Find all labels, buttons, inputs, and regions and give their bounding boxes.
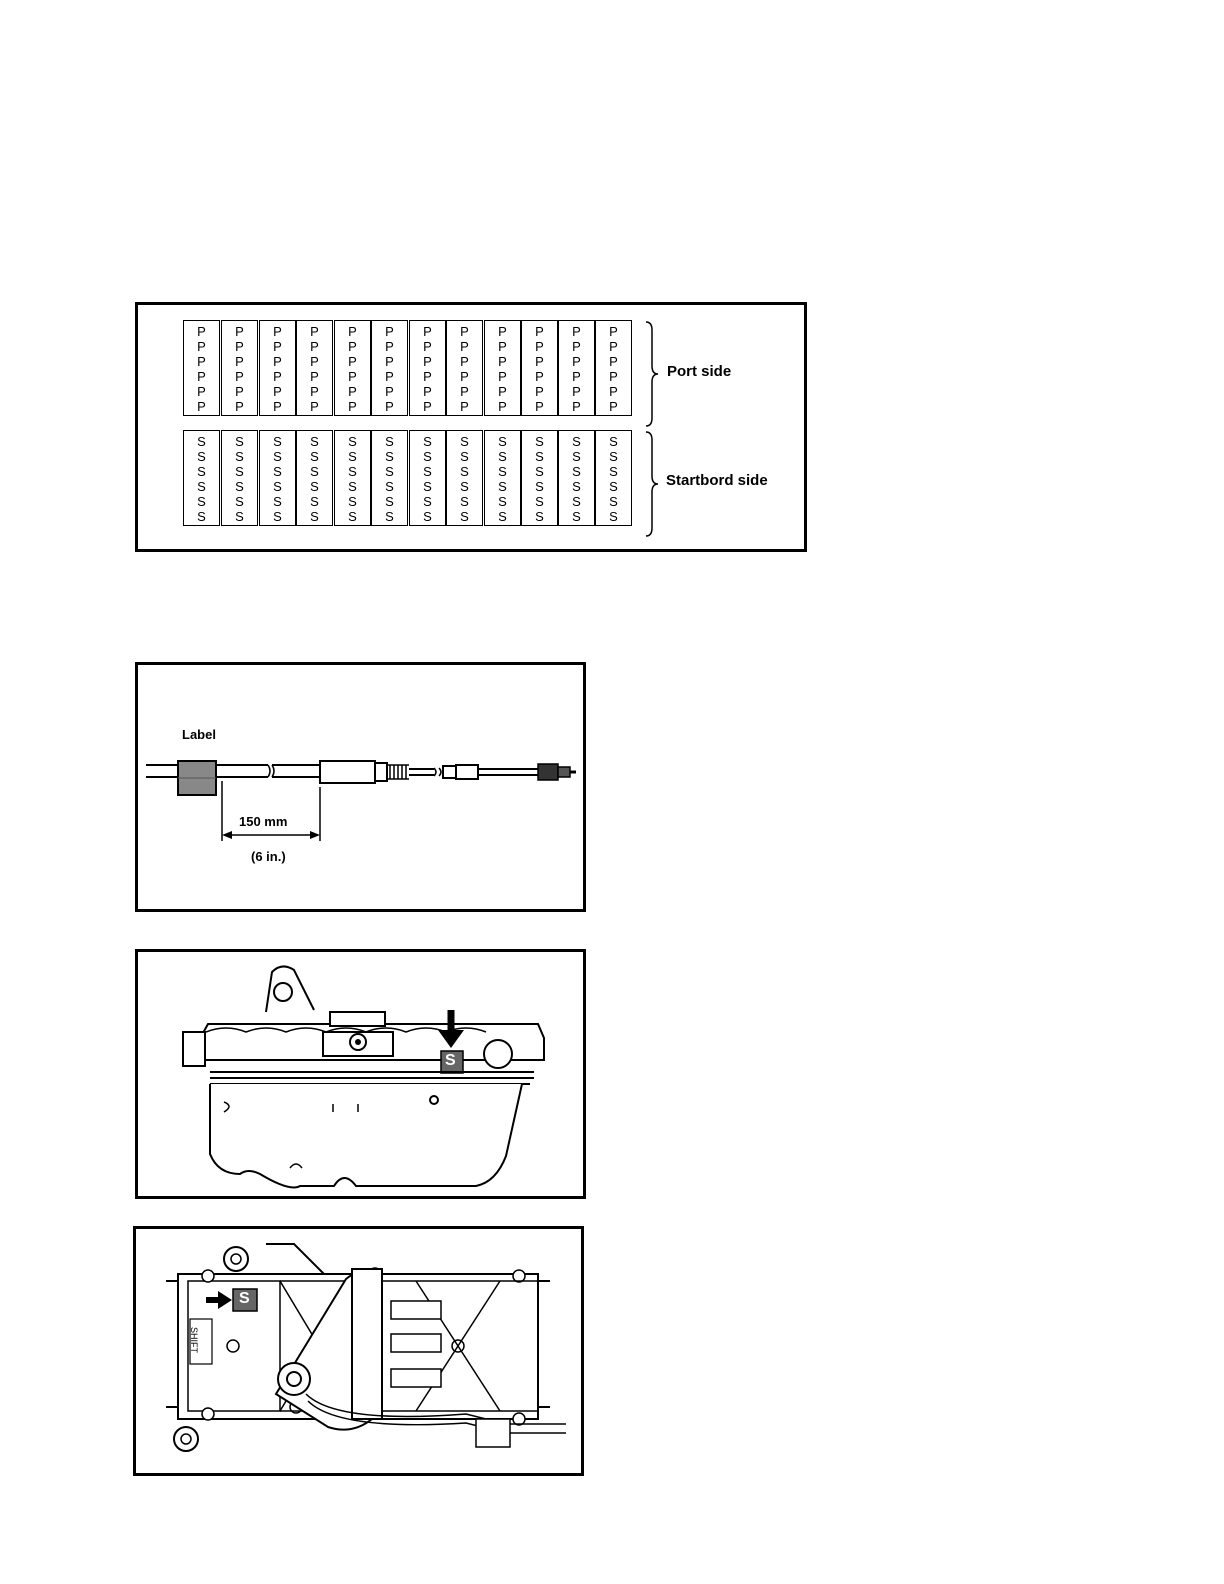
port-label-strip-letter: P	[348, 399, 357, 414]
port-label-strip-letter: P	[197, 369, 206, 384]
port-label-strip-letter: P	[498, 399, 507, 414]
starboard-label-strip-letter: S	[423, 449, 432, 464]
port-label-strip-letter: P	[609, 339, 618, 354]
port-label-strip-letter: P	[310, 369, 319, 384]
side-view-marker-letter: S	[445, 1052, 456, 1069]
starboard-label-strip-letter: S	[235, 434, 244, 449]
starboard-label-strip-letter: S	[535, 494, 544, 509]
starboard-label-strip-letter: S	[423, 434, 432, 449]
port-label-strip-letter: P	[385, 384, 394, 399]
control-box-top-drawing	[136, 1229, 581, 1473]
port-label-strip-letter: P	[498, 369, 507, 384]
starboard-label-strip-letter: S	[609, 509, 618, 524]
starboard-label-strip-letter: S	[498, 479, 507, 494]
port-label-strip-letter: P	[310, 399, 319, 414]
starboard-label-strip-letter: S	[535, 464, 544, 479]
starboard-label-strip-letter: S	[498, 434, 507, 449]
starboard-label-strip-letter: S	[273, 479, 282, 494]
port-label-strip-letter: P	[348, 354, 357, 369]
port-label-strip-letter: P	[498, 354, 507, 369]
shift-text: SHIFT	[189, 1327, 199, 1353]
starboard-label-strip-letter: S	[273, 509, 282, 524]
port-label-strip-letter: P	[197, 339, 206, 354]
starboard-label-strip-letter: S	[385, 509, 394, 524]
starboard-label-strip-letter: S	[498, 509, 507, 524]
port-label-strip-letter: P	[385, 339, 394, 354]
starboard-label-strip-letter: S	[572, 479, 581, 494]
control-box-side-figure	[135, 949, 586, 1199]
starboard-label-strip-letter: S	[460, 434, 469, 449]
control-box-side-drawing	[138, 952, 583, 1196]
port-label-strip-letter: P	[572, 399, 581, 414]
starboard-label-strip-letter: S	[273, 434, 282, 449]
starboard-label-strip-letter: S	[235, 464, 244, 479]
starboard-label-strip-letter: S	[348, 509, 357, 524]
port-label-strip-letter: P	[535, 324, 544, 339]
starboard-side-label: Startbord side	[666, 472, 768, 489]
starboard-label-strip-letter: S	[310, 509, 319, 524]
starboard-label-strip-letter: S	[609, 479, 618, 494]
port-label-strip-letter: P	[423, 399, 432, 414]
starboard-label-strip-letter: S	[348, 494, 357, 509]
port-label-strip-letter: P	[235, 384, 244, 399]
port-label-strip-letter: P	[535, 339, 544, 354]
starboard-label-strip-letter: S	[498, 464, 507, 479]
starboard-label-strip-letter: S	[197, 449, 206, 464]
label-sheet-figure	[135, 302, 807, 552]
port-label-strip-letter: P	[197, 399, 206, 414]
port-label-strip-letter: P	[273, 399, 282, 414]
starboard-label-strip-letter: S	[273, 464, 282, 479]
starboard-label-strip-letter: S	[460, 509, 469, 524]
port-label-strip-letter: P	[423, 384, 432, 399]
starboard-label-strip-letter: S	[348, 434, 357, 449]
port-label-strip-letter: P	[197, 384, 206, 399]
control-box-top-figure	[133, 1226, 584, 1476]
port-label-strip-letter: P	[460, 399, 469, 414]
starboard-label-strip-letter: S	[385, 434, 394, 449]
port-label-strip-letter: P	[460, 384, 469, 399]
port-label-strip-letter: P	[385, 399, 394, 414]
port-label-strip-letter: P	[535, 399, 544, 414]
starboard-label-strip-letter: S	[197, 479, 206, 494]
starboard-label-strip-letter: S	[460, 479, 469, 494]
starboard-label-strip-letter: S	[609, 449, 618, 464]
port-label-strip-letter: P	[235, 354, 244, 369]
starboard-label-strip-letter: S	[273, 494, 282, 509]
starboard-label-strip-letter: S	[535, 449, 544, 464]
starboard-label-strip-letter: S	[572, 494, 581, 509]
starboard-label-strip-letter: S	[460, 449, 469, 464]
starboard-label-strip-letter: S	[273, 449, 282, 464]
starboard-label-strip-letter: S	[609, 434, 618, 449]
port-label-strip-letter: P	[197, 324, 206, 339]
port-label-strip-letter: P	[273, 369, 282, 384]
starboard-label-strip-letter: S	[197, 509, 206, 524]
port-label-strip-letter: P	[498, 324, 507, 339]
port-label-strip-letter: P	[572, 384, 581, 399]
port-label-strip-letter: P	[385, 354, 394, 369]
port-label-strip-letter: P	[609, 369, 618, 384]
starboard-label-strip-letter: S	[197, 494, 206, 509]
port-label-strip-letter: P	[460, 354, 469, 369]
port-label-strip-letter: P	[572, 324, 581, 339]
starboard-label-strip-letter: S	[535, 479, 544, 494]
port-label-strip-letter: P	[348, 339, 357, 354]
port-label-strip-letter: P	[535, 384, 544, 399]
starboard-label-strip-letter: S	[348, 479, 357, 494]
port-label-strip-letter: P	[348, 384, 357, 399]
port-label-strip-letter: P	[310, 324, 319, 339]
starboard-label-strip-letter: S	[310, 494, 319, 509]
starboard-label-strip-letter: S	[572, 509, 581, 524]
top-view-marker-letter: S	[239, 1290, 250, 1307]
port-label-strip-letter: P	[273, 324, 282, 339]
starboard-label-strip-letter: S	[423, 494, 432, 509]
port-label-strip-letter: P	[348, 369, 357, 384]
port-label-strip-letter: P	[310, 384, 319, 399]
port-label-strip-letter: P	[460, 324, 469, 339]
port-label-strip-letter: P	[423, 354, 432, 369]
starboard-label-strip-letter: S	[498, 449, 507, 464]
label-caption: Label	[182, 727, 216, 742]
starboard-label-strip-letter: S	[385, 464, 394, 479]
port-label-strip-letter: P	[498, 339, 507, 354]
starboard-label-strip-letter: S	[609, 494, 618, 509]
port-label-strip-letter: P	[572, 369, 581, 384]
side-brackets	[138, 305, 804, 549]
starboard-label-strip-letter: S	[310, 449, 319, 464]
port-label-strip-letter: P	[535, 369, 544, 384]
port-label-strip-letter: P	[273, 339, 282, 354]
starboard-label-strip-letter: S	[535, 434, 544, 449]
port-label-strip-letter: P	[535, 354, 544, 369]
starboard-label-strip-letter: S	[235, 494, 244, 509]
starboard-label-strip-letter: S	[235, 449, 244, 464]
cable-drawing	[138, 665, 583, 909]
port-label-strip-letter: P	[310, 339, 319, 354]
starboard-label-strip-letter: S	[572, 464, 581, 479]
port-label-strip-letter: P	[423, 324, 432, 339]
port-label-strip-letter: P	[609, 384, 618, 399]
port-label-strip-letter: P	[235, 399, 244, 414]
distance-in: (6 in.)	[251, 849, 286, 864]
port-label-strip-letter: P	[460, 369, 469, 384]
starboard-label-strip-letter: S	[310, 479, 319, 494]
starboard-label-strip-letter: S	[535, 509, 544, 524]
port-side-label: Port side	[667, 363, 732, 380]
port-label-strip-letter: P	[572, 339, 581, 354]
port-label-strip-letter: P	[460, 339, 469, 354]
starboard-label-strip-letter: S	[572, 434, 581, 449]
port-label-strip-letter: P	[235, 369, 244, 384]
starboard-label-strip-letter: S	[235, 479, 244, 494]
starboard-label-strip-letter: S	[385, 449, 394, 464]
port-label-strip-letter: P	[197, 354, 206, 369]
port-label-strip-letter: P	[572, 354, 581, 369]
port-label-strip-letter: P	[273, 384, 282, 399]
starboard-label-strip-letter: S	[609, 464, 618, 479]
port-label-strip-letter: P	[498, 384, 507, 399]
starboard-label-strip-letter: S	[348, 449, 357, 464]
starboard-label-strip-letter: S	[385, 479, 394, 494]
starboard-label-strip-letter: S	[498, 494, 507, 509]
starboard-label-strip-letter: S	[197, 464, 206, 479]
port-label-strip-letter: P	[310, 354, 319, 369]
port-label-strip-letter: P	[609, 324, 618, 339]
port-label-strip-letter: P	[273, 354, 282, 369]
starboard-label-strip-letter: S	[385, 494, 394, 509]
starboard-label-strip-letter: S	[423, 464, 432, 479]
port-label-strip-letter: P	[235, 339, 244, 354]
port-label-strip-letter: P	[609, 354, 618, 369]
starboard-label-strip-letter: S	[423, 509, 432, 524]
starboard-label-strip-letter: S	[235, 509, 244, 524]
starboard-label-strip-letter: S	[423, 479, 432, 494]
port-label-strip-letter: P	[385, 324, 394, 339]
port-label-strip-letter: P	[423, 369, 432, 384]
starboard-label-strip-letter: S	[310, 434, 319, 449]
port-label-strip-letter: P	[423, 339, 432, 354]
cable-label-figure	[135, 662, 586, 912]
starboard-label-strip-letter: S	[310, 464, 319, 479]
starboard-label-strip-letter: S	[460, 494, 469, 509]
port-label-strip-letter: P	[235, 324, 244, 339]
port-label-strip-letter: P	[348, 324, 357, 339]
starboard-label-strip-letter: S	[460, 464, 469, 479]
port-label-strip-letter: P	[609, 399, 618, 414]
port-label-strip-letter: P	[385, 369, 394, 384]
starboard-label-strip-letter: S	[197, 434, 206, 449]
distance-mm: 150 mm	[239, 814, 288, 829]
starboard-label-strip-letter: S	[348, 464, 357, 479]
starboard-label-strip-letter: S	[572, 449, 581, 464]
